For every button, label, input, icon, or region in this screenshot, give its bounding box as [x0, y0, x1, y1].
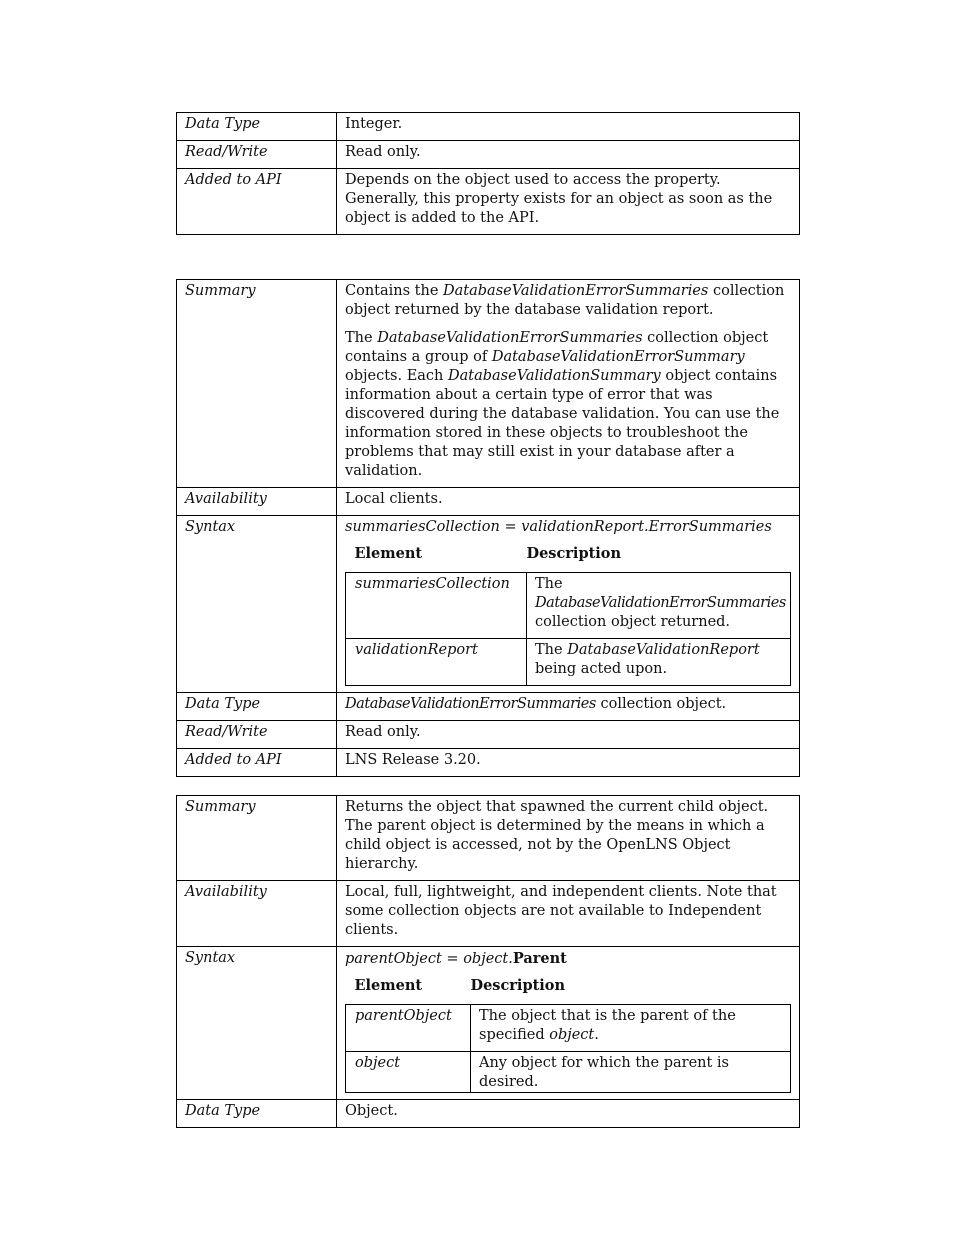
text: . [594, 1027, 599, 1043]
class-name: DatabaseValidationReport [567, 642, 760, 658]
availability-value: Local, full, lightweight, and independent clients. Note that some collection objects are not available to Independent clients. [337, 881, 800, 947]
table-row [177, 141, 800, 169]
element-description [527, 639, 791, 686]
text: objects. Each [345, 368, 448, 384]
text: collection object returned. [535, 614, 731, 630]
row-value: Read only. [337, 141, 800, 169]
row-key: Read/Write [177, 141, 337, 169]
element-table [345, 544, 791, 686]
element-header: Element [354, 545, 423, 562]
table-row [177, 169, 800, 235]
text: object contains information about a certain type of error that was discovered during the database validation. You can use the information stored in these objects to troubleshoot the problems that may still exist in your database after a validation. [345, 368, 780, 479]
data-type-value [337, 693, 800, 721]
data-type-label: Data Type [177, 1100, 337, 1128]
summary-label: Summary [177, 280, 337, 488]
element-name: validationReport [346, 639, 527, 686]
table-row [177, 796, 800, 881]
description-header: Description [470, 977, 565, 994]
added-to-api-label: Added to API [177, 749, 337, 777]
property-table-1 [176, 112, 800, 235]
availability-label: Availability [177, 881, 337, 947]
element-row [346, 573, 791, 639]
class-name: DatabaseValidationErrorSummaries [377, 330, 643, 346]
element-header-row [346, 976, 791, 1005]
class-name: DatabaseValidationErrorSummaries [443, 283, 709, 299]
text: being acted upon. [535, 661, 668, 677]
element-description [471, 1052, 791, 1093]
element-row [346, 1005, 791, 1052]
table-row [177, 881, 800, 947]
element-description [527, 573, 791, 639]
table-row [177, 488, 800, 516]
syntax-label: Syntax [177, 516, 337, 693]
text: parentObject [345, 951, 442, 967]
table-row [177, 113, 800, 141]
element-description [471, 1005, 791, 1052]
table-row [177, 947, 800, 1100]
read-write-value: Read only. [337, 721, 800, 749]
syntax-value [337, 947, 800, 1100]
element-row [346, 639, 791, 686]
text: The [535, 642, 568, 658]
element-row [346, 1052, 791, 1093]
class-name: DatabaseValidationSummary [448, 368, 661, 384]
text: collection object. [595, 696, 727, 712]
row-value: Depends on the object used to access the property. Generally, this property exists for an object as soon as the object is added to the API. [337, 169, 800, 235]
summary-paragraph [345, 329, 791, 481]
syntax-code: summariesCollection = validationReport.ErrorSummaries [345, 519, 772, 535]
table-row [177, 1100, 800, 1128]
element-name: summariesCollection [346, 573, 527, 639]
class-name: DatabaseValidationErrorSummaries [345, 696, 596, 712]
summary-value: Returns the object that spawned the current child object. The parent object is determined by the means in which a child object is accessed, not by the OpenLNS Object hierarchy. [337, 796, 800, 881]
element-table [345, 976, 791, 1093]
table-row [177, 516, 800, 693]
read-write-label: Read/Write [177, 721, 337, 749]
class-name: DatabaseValidationErrorSummary [491, 349, 745, 365]
table-row [177, 693, 800, 721]
row-value: Integer. [337, 113, 800, 141]
element-header: Element [354, 977, 423, 994]
availability-label: Availability [177, 488, 337, 516]
text: Parent [512, 950, 567, 967]
availability-value: Local clients. [337, 488, 800, 516]
text: = [441, 951, 464, 967]
text: The object that is the parent of the specified [479, 1008, 736, 1043]
added-to-api-value: LNS Release 3.20. [337, 749, 800, 777]
summary-value [337, 280, 800, 488]
syntax-value [337, 516, 800, 693]
syntax-label: Syntax [177, 947, 337, 1100]
text: The [535, 576, 563, 592]
summary-paragraph [345, 282, 791, 320]
row-key: Data Type [177, 113, 337, 141]
table-row [177, 721, 800, 749]
property-table-2 [176, 279, 800, 777]
text: object. [463, 951, 513, 967]
text: collection object returned by the database validation report. [345, 283, 785, 318]
property-table-3 [176, 795, 800, 1128]
class-name: DatabaseValidationErrorSummaries [535, 595, 786, 611]
element-header-row [346, 544, 791, 573]
table-row [177, 280, 800, 488]
table-row [177, 749, 800, 777]
summary-label: Summary [177, 796, 337, 881]
element-name: object [346, 1052, 471, 1093]
element-name: parentObject [346, 1005, 471, 1052]
syntax-code [345, 949, 791, 969]
text: Any object for which the parent is desired. [479, 1055, 729, 1090]
data-type-label: Data Type [177, 693, 337, 721]
row-key: Added to API [177, 169, 337, 235]
text: The [345, 330, 378, 346]
text: Contains the [345, 283, 444, 299]
text: object [549, 1027, 595, 1043]
data-type-value: Object. [337, 1100, 800, 1128]
text: collection object contains a group of [345, 330, 769, 365]
description-header: Description [526, 545, 621, 562]
